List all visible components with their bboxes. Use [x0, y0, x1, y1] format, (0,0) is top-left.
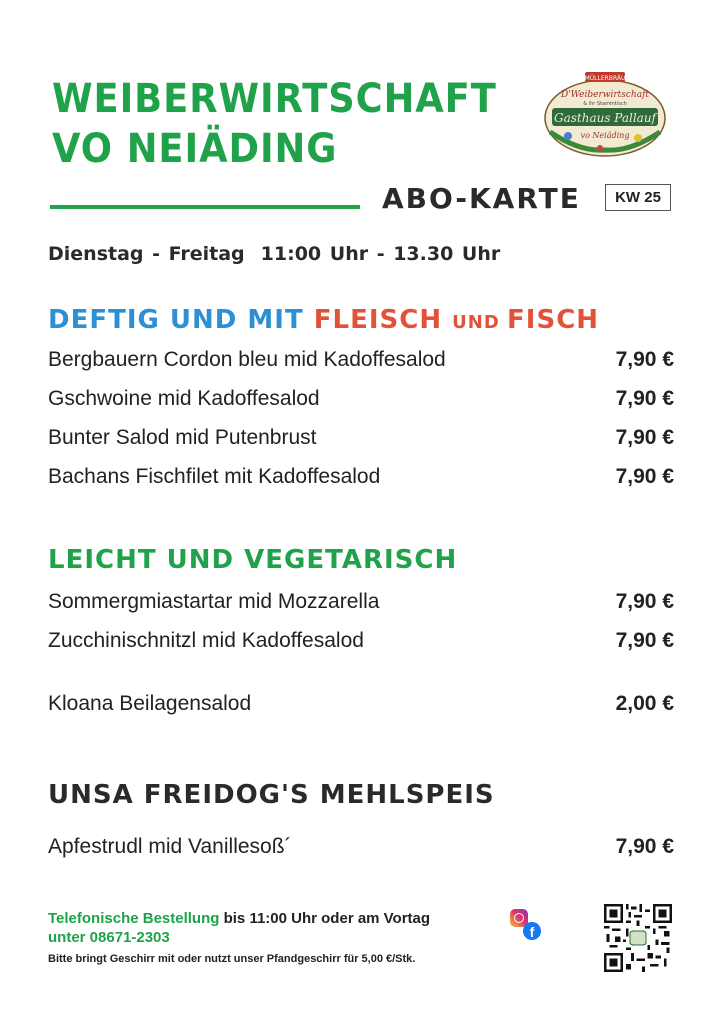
menu-item-price: 7,90 €: [615, 348, 674, 371]
section-title-part: FLEISCH: [313, 305, 453, 335]
order-info: [48, 909, 508, 947]
svg-text:Gasthaus Pallauf: Gasthaus Pallauf: [554, 111, 656, 125]
title-line-2: VO NEIÄDING: [52, 126, 338, 172]
menu-item-price: 7,90 €: [615, 387, 674, 410]
facebook-icon[interactable]: f: [523, 922, 541, 940]
menu-item-price: 7,90 €: [615, 590, 674, 613]
menu-item-name: Bergbauern Cordon bleu mid Kadoffesalod: [48, 348, 446, 371]
abo-karte-title: ABO-KARTE: [382, 182, 581, 215]
menu-item-name: Zucchinischnitzl mid Kadoffesalod: [48, 629, 364, 652]
menu-item-name: Bunter Salod mid Putenbrust: [48, 426, 317, 449]
title-line-1: WEIBERWIRTSCHAFT: [52, 76, 497, 122]
section-title-dessert: UNSA FREIDOG'S MEHLSPEIS: [48, 780, 495, 810]
menu-item: [48, 590, 674, 614]
section-title-vegetarian: LEICHT UND VEGETARISCH: [48, 545, 458, 575]
section-title-meat-fish: [48, 305, 599, 335]
menu-item-name: Gschwoine mid Kadoffesalod: [48, 387, 320, 410]
menu-item: [48, 426, 674, 450]
svg-text:& ihr Stammtisch: & ihr Stammtisch: [583, 101, 627, 107]
svg-text:D'Weiberwirtschaft: D'Weiberwirtschaft: [560, 90, 650, 100]
menu-item-name: Kloana Beilagensalod: [48, 692, 252, 715]
menu-item-price: 7,90 €: [615, 629, 674, 652]
menu-item-name: Apfestrudl mid Vanillesoß´: [48, 835, 292, 858]
section-title-part: UND: [452, 312, 508, 333]
menu-item-name: Bachans Fischfilet mit Kadoffesalod: [48, 465, 381, 488]
menu-item: [48, 465, 674, 489]
gasthaus-logo: [540, 70, 670, 160]
order-label: Telefonische Bestellung: [48, 910, 220, 927]
header-rule: [50, 205, 360, 209]
section-title-part: DEFTIG UND MIT: [48, 305, 314, 335]
menu-item-name: Sommergmiastartar mid Mozzarella: [48, 590, 380, 613]
opening-days: Dienstag - Freitag: [48, 243, 245, 265]
menu-item: [48, 629, 674, 653]
menu-item-price: 2,00 €: [615, 692, 674, 715]
menu-item: [48, 348, 674, 372]
menu-item: [48, 387, 674, 411]
phone-number: unter 08671-2303: [48, 929, 170, 946]
restaurant-title: [52, 74, 497, 174]
order-time: bis 11:00 Uhr oder am Vortag: [219, 910, 431, 927]
menu-item: [48, 835, 674, 859]
opening-times: 11:00 Uhr - 13.30 Uhr: [260, 243, 501, 265]
calendar-week-badge: KW 25: [605, 184, 671, 211]
menu-item: [48, 692, 674, 716]
svg-text:vo Neiäding: vo Neiäding: [580, 131, 630, 140]
svg-text:MÜLLERBRÄU: MÜLLERBRÄU: [584, 75, 626, 82]
menu-item-price: 7,90 €: [615, 426, 674, 449]
menu-item-price: 7,90 €: [615, 465, 674, 488]
opening-hours: [48, 243, 500, 265]
section-title-part: FISCH: [507, 305, 600, 335]
dish-note: Bitte bringt Geschirr mit oder nutzt unser Pfandgeschirr für 5,00 €/Stk.: [48, 953, 416, 965]
menu-item-price: 7,90 €: [615, 835, 674, 858]
qr-code: [604, 904, 672, 972]
